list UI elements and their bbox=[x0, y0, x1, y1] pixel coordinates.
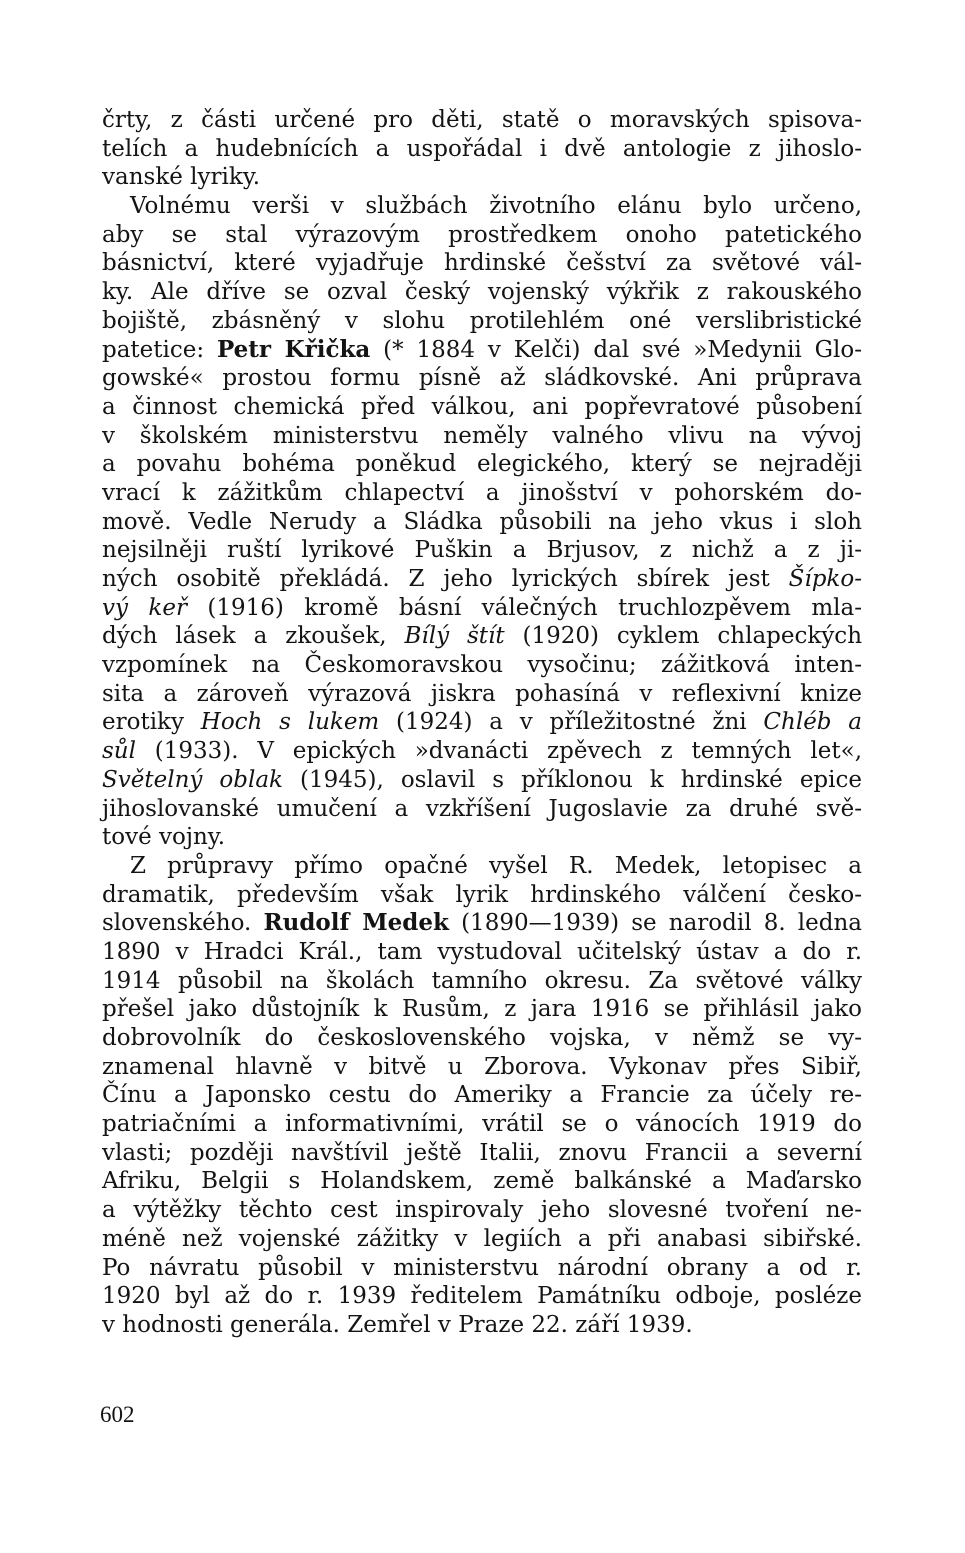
text-line bbox=[102, 766, 862, 795]
text-line bbox=[102, 881, 862, 910]
text-segment: (* 1884 v Kelči) dal své »Medynii Glo- bbox=[370, 336, 862, 363]
text-line bbox=[102, 1225, 862, 1254]
text-segment: sita a zároveň výrazová jiskra pohasíná v reflexivní knize bbox=[102, 680, 862, 707]
text-segment: telích a hudebnících a uspořádal i dvě antologie z jihoslo- bbox=[102, 135, 862, 162]
text-line bbox=[102, 163, 862, 192]
text-segment: vlasti; později navštívil ještě Italii, znovu Francii a severní bbox=[102, 1139, 862, 1166]
text-line bbox=[102, 1311, 862, 1340]
text-segment: básnictví, které vyjadřuje hrdinské češství za světové vál- bbox=[102, 250, 862, 277]
text-segment: (1920) cyklem chlapeckých bbox=[504, 623, 863, 650]
text-line bbox=[102, 680, 862, 709]
text-line bbox=[102, 508, 862, 537]
text-segment: bojiště, zbásněný v slohu protilehlém oné verslibristické bbox=[102, 307, 862, 334]
text-line bbox=[102, 909, 862, 938]
text-line bbox=[102, 135, 862, 164]
text-segment: (1916) kromě básní válečných truchlozpěvem mla- bbox=[186, 594, 862, 621]
text-segment: Z průpravy přímo opačné vyšel R. Medek, letopisec a bbox=[130, 852, 862, 879]
text-segment: v hodnosti generála. Zemřel v Praze 22. září 1939. bbox=[102, 1311, 693, 1338]
text-segment: méně než vojenské zážitky v legiích a při anabasi sibiřské. bbox=[102, 1225, 862, 1252]
text-line bbox=[102, 450, 862, 479]
body-text bbox=[102, 106, 862, 1340]
text-segment: patriačními a informativními, vrátil se o vánocích 1919 do bbox=[102, 1111, 862, 1138]
text-line bbox=[102, 1282, 862, 1311]
text-line bbox=[102, 795, 862, 824]
text-line bbox=[102, 192, 862, 221]
text-segment: (1933). V epických »dvanácti zpěvech z temných let«, bbox=[135, 738, 862, 765]
text-line bbox=[102, 708, 862, 737]
text-line bbox=[102, 852, 862, 881]
text-segment: jihoslovanské umučení a vzkříšení Jugoslavie za druhé svě- bbox=[102, 795, 862, 822]
text-segment: dobrovolník do československého vojska, v němž se vy- bbox=[102, 1025, 862, 1051]
text-segment: nejsilněji ruští lyrikové Puškin a Brjusov, z nichž a z ji- bbox=[102, 537, 862, 564]
author-name: Petr Křička bbox=[217, 335, 371, 363]
text-line bbox=[102, 1167, 862, 1196]
text-line bbox=[102, 479, 862, 508]
text-segment: dých lásek a zkoušek, bbox=[102, 623, 405, 650]
text-segment: 1914 působil na školách tamního okresu. Za světové války bbox=[102, 967, 862, 994]
text-line bbox=[102, 967, 862, 996]
text-line bbox=[102, 422, 862, 451]
text-line bbox=[102, 249, 862, 278]
text-line bbox=[102, 938, 862, 967]
text-segment: ky. Ale dříve se ozval český vojenský výkřik z rakouského bbox=[102, 279, 862, 306]
text-segment: (1945), oslavil s příklonou k hrdinské epice bbox=[282, 766, 863, 793]
page-number: 602 bbox=[100, 1402, 135, 1427]
text-segment: vanské lyriky. bbox=[102, 164, 261, 191]
text-line bbox=[102, 106, 862, 135]
work-title: Bílý štít bbox=[404, 623, 505, 650]
text-segment: Po návratu působil v ministerstvu národní obrany a od r. bbox=[102, 1254, 862, 1281]
text-line bbox=[102, 536, 862, 565]
text-line bbox=[102, 278, 862, 307]
text-segment: vrací k zážitkům chlapectví a jinošství v pohorském do- bbox=[102, 479, 862, 506]
work-title: Světelný oblak bbox=[102, 766, 283, 793]
text-line bbox=[102, 737, 862, 766]
text-line bbox=[102, 995, 862, 1024]
work-title: Šípko- bbox=[788, 566, 862, 592]
text-segment: znamenal hlavně v bitvě u Zborova. Vykonav přes Sibiř, bbox=[102, 1053, 862, 1080]
work-title: Hoch s lukem bbox=[200, 709, 380, 736]
text-segment: a činnost chemická před válkou, ani popřevratové působení bbox=[102, 393, 862, 420]
text-line bbox=[102, 221, 862, 250]
text-segment: patetice: bbox=[102, 336, 217, 363]
text-segment: 1890 v Hradci Král., tam vystudoval učitelský ústav a do r. bbox=[102, 938, 862, 965]
text-segment: gowské« prostou formu písně až sládkovské. Ani průprava bbox=[102, 365, 862, 392]
text-line bbox=[102, 651, 862, 680]
text-segment: erotiky bbox=[102, 709, 201, 736]
text-line bbox=[102, 1110, 862, 1139]
text-segment: (1890—1939) se narodil 8. ledna bbox=[448, 910, 862, 937]
text-segment: přešel jako důstojník k Rusům, z jara 1916 se přihlásil jako bbox=[102, 996, 862, 1023]
text-line bbox=[102, 307, 862, 336]
text-line bbox=[102, 393, 862, 422]
text-line bbox=[102, 823, 862, 852]
text-segment: Čínu a Japonsko cestu do Ameriky a Francie za účely re- bbox=[102, 1082, 862, 1109]
text-line bbox=[102, 1196, 862, 1225]
text-line bbox=[102, 594, 862, 623]
text-line bbox=[102, 622, 862, 651]
text-line bbox=[102, 336, 862, 365]
text-segment: ných osobitě překládá. Z jeho lyrických sbírek jest bbox=[102, 566, 789, 592]
work-title: sůl bbox=[102, 738, 136, 765]
text-segment: 1920 byl až do r. 1939 ředitelem Památníku odboje, posléze bbox=[102, 1283, 862, 1310]
text-segment: mově. Vedle Nerudy a Sládka působili na jeho vkus i sloh bbox=[102, 508, 862, 535]
text-segment: aby se stal výrazovým prostředkem onoho patetického bbox=[102, 221, 862, 248]
author-name: Rudolf Medek bbox=[263, 909, 449, 937]
text-segment: Volnému verši v službách životního elánu bylo určeno, bbox=[130, 193, 862, 220]
work-title: Chléb a bbox=[763, 709, 863, 736]
text-segment: slovenského. bbox=[102, 910, 264, 937]
text-segment: (1924) a v příležitostné žni bbox=[379, 709, 764, 736]
text-segment: črty, z části určené pro děti, statě o moravských spisova- bbox=[102, 107, 862, 133]
text-segment: a výtěžky těchto cest inspirovaly jeho slovesné tvoření ne- bbox=[102, 1197, 862, 1224]
text-segment: a povahu bohéma poněkud elegického, který se nejraději bbox=[102, 451, 862, 478]
text-segment: dramatik, především však lyrik hrdinského válčení česko- bbox=[102, 881, 862, 908]
text-line bbox=[102, 1139, 862, 1168]
text-line bbox=[102, 1254, 862, 1283]
text-line bbox=[102, 1024, 862, 1053]
text-segment: vzpomínek na Českomoravskou vysočinu; zážitková inten- bbox=[102, 652, 862, 679]
text-line bbox=[102, 1081, 862, 1110]
text-line bbox=[102, 565, 862, 594]
text-line bbox=[102, 364, 862, 393]
text-segment: v školském ministerstvu neměly valného vlivu na vývoj bbox=[102, 422, 862, 449]
work-title: vý keř bbox=[102, 594, 187, 621]
text-segment: Afriku, Belgii s Holandskem, země balkánské a Maďarsko bbox=[102, 1168, 862, 1195]
text-line bbox=[102, 1053, 862, 1082]
text-segment: tové vojny. bbox=[102, 824, 226, 851]
